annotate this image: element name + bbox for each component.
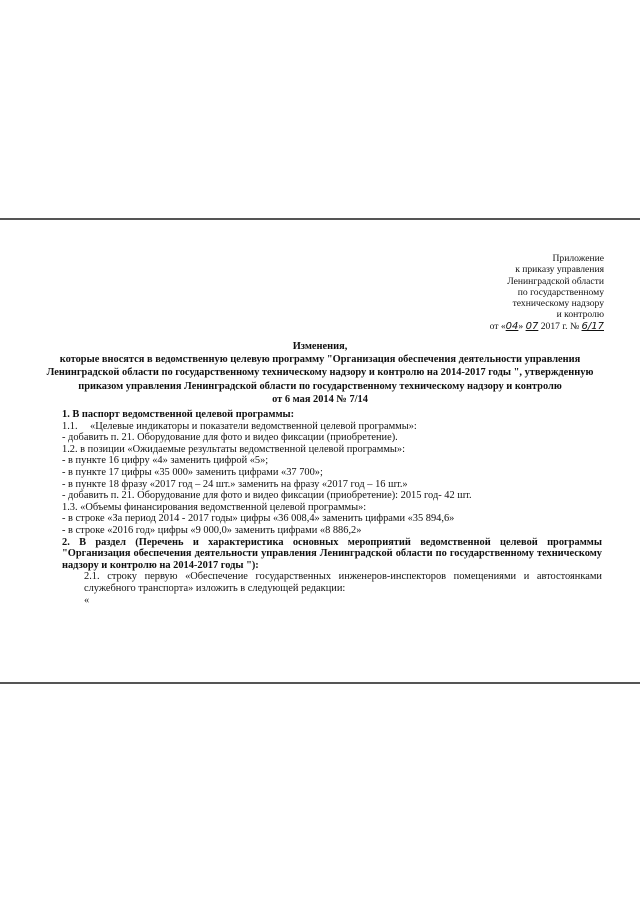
title-line: от 6 мая 2014 № 7/14 [272, 393, 368, 405]
item-1-1-number: 1.1. [62, 420, 78, 432]
item-1-2-d: - добавить п. 21. Оборудование для фото и видео фиксации (приобретение): 2015 год- 42 шт. [62, 490, 472, 502]
scan-edge-bottom [0, 682, 640, 684]
title-line: Ленинградской области по государственному техническому надзору и контролю на 2014-2017 годы ", утвержденную [46, 367, 594, 379]
item-1-2-a: - в пункте 16 цифру «4» заменить цифрой «5»; [62, 455, 269, 467]
item-2-1: 2.1. строку первую «Обеспечение государственных инженеров-инспекторов помещениями и автостоянками служебного транспорта» изложить в следующей редакции: [84, 571, 602, 594]
item-1-1-text: «Целевые индикаторы и показатели ведомственной целевой программы»: [90, 420, 417, 432]
appendix-line: техническому надзору [512, 298, 604, 310]
appendix-line: по государственному [517, 286, 604, 298]
appendix-line: Приложение [552, 253, 604, 264]
date-prefix: от « [489, 320, 506, 332]
appendix-line: Ленинградской области [507, 275, 604, 287]
appendix-line: к приказу управления [515, 264, 604, 276]
item-1-1 [62, 421, 602, 433]
title-line: которые вносятся в ведомственную целевую программу "Организация обеспечения деятельности управления [59, 354, 581, 366]
item-1-3: 1.3. «Объемы финансирования ведомственной целевой программы»: [62, 501, 367, 513]
section-2-heading: 2. В раздел (Перечень и характеристика основных мероприятий ведомственной целевой программы "Организация обеспечения деятельности управления Ленинградской области по государственному техническому надзору и контролю на 2014-2017 годы "): [62, 536, 602, 571]
item-1-2: 1.2. в позиции «Ожидаемые результаты ведомственной целевой программы»: [62, 443, 405, 455]
scan-edge-top [0, 218, 640, 220]
order-date-line [404, 321, 604, 332]
document-body [62, 409, 602, 606]
item-1-2-c: - в пункте 18 фразу «2017 год – 24 шт.» заменить на фразу «2017 год – 16 шт.» [62, 478, 408, 490]
title-line: приказом управления Ленинградской области по государственному техническому надзору и контролю [78, 380, 562, 392]
appendix-block [404, 253, 604, 332]
item-1-2-b: - в пункте 17 цифры «35 000» заменить цифрами «37 700»; [62, 466, 323, 478]
date-month: 07 [525, 320, 539, 332]
item-1-3-a: - в строке «За период 2014 - 2017 годы» цифры «36 008,4» заменить цифрами «35 894,6» [62, 513, 455, 525]
item-1-1-a: - добавить п. 21. Оборудование для фото и видео фиксации (приобретение). [62, 432, 398, 444]
date-day: 04 [505, 320, 519, 332]
document-title [20, 340, 620, 406]
order-number: 6/17 [581, 320, 604, 332]
item-1-3-b: - в строке «2016 год» цифры «9 000,0» заменить цифрами «8 886,2» [62, 524, 362, 536]
date-year: 2017 г. № [540, 320, 580, 332]
appendix-line: и контролю [556, 309, 604, 321]
title-line: Изменения, [292, 341, 348, 352]
section-1-heading: 1. В паспорт ведомственной целевой программы: [62, 409, 295, 420]
date-mid: » [518, 320, 524, 332]
quote-open: « [84, 594, 90, 606]
